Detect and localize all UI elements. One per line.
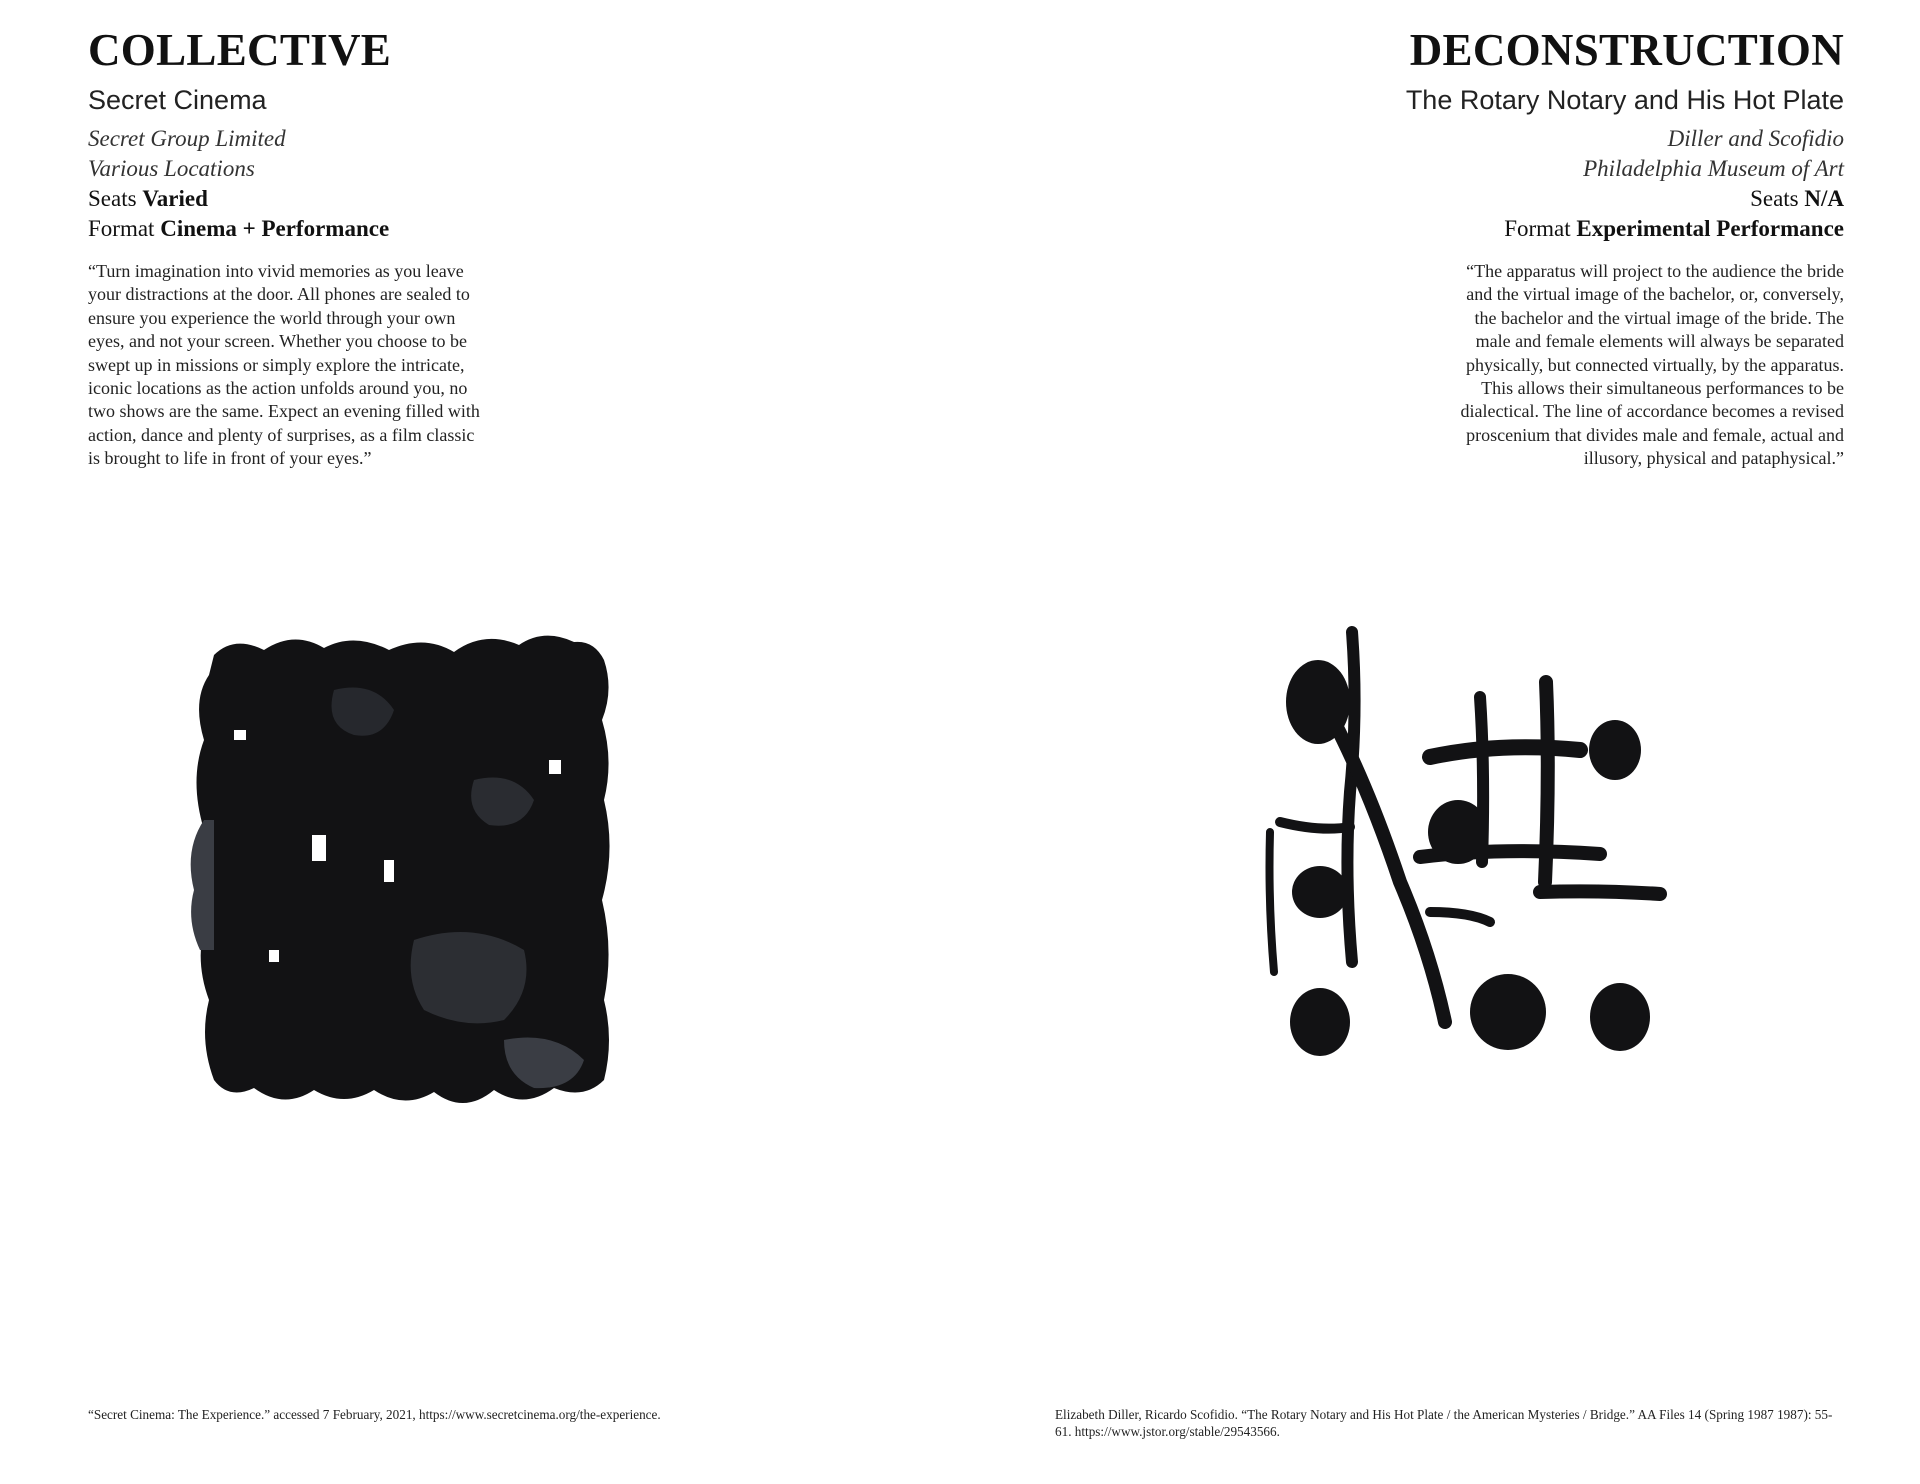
right-quote: “The apparatus will project to the audience the bride and the virtual image of the bachelor, or, conversely, the bachelor and the virtual image of the bride. The male and female elements will always be separated physically, but connected virtually, by the apparatus. This allows their simultaneous performances to be dialectical. The line of accordance becomes a revised proscenium that divides male and female, actual and illusory, physical and pataphysical.” (1460, 261, 1844, 469)
left-location: Various Locations (88, 156, 255, 181)
right-organization: Diller and Scofidio (1667, 126, 1844, 151)
left-footnote: “Secret Cinema: The Experience.” accessed 7 February, 2021, https://www.secretcinema.org/the-experience. (88, 1407, 661, 1422)
right-subtitle: The Rotary Notary and His Hot Plate (1405, 85, 1844, 115)
left-artwork-image (174, 620, 750, 1160)
right-format (1324, 214, 1844, 244)
right-heading: DECONSTRUCTION (1409, 25, 1844, 75)
left-format-label: Format (88, 216, 155, 241)
left-seats (88, 184, 608, 214)
right-format-value: Experimental Performance (1576, 216, 1844, 241)
left-quote: “Turn imagination into vivid memories as you leave your distractions at the door. All phones are sealed to ensure you experience the world through your own eyes, and not your screen. Whether you choose to be swept up in missions or simply explore the intricate, iconic locations as the action unfolds around you, no two shows are the same. Expect an evening filled with action, dance and plenty of surprises, as a film classic is brought to life in front of your eyes.” (88, 261, 480, 469)
right-column (1324, 22, 1844, 471)
right-footnote: Elizabeth Diller, Ricardo Scofidio. “The Rotary Notary and His Hot Plate / the American Mysteries / Bridge.” AA Files 14 (Spring 1987 1987): 55-61. https://www.jstor.org/stable/29543566. (1055, 1407, 1833, 1439)
right-artwork-image (1240, 622, 1780, 1102)
left-format (88, 214, 608, 244)
right-location: Philadelphia Museum of Art (1583, 156, 1844, 181)
right-seats (1324, 184, 1844, 214)
left-organization: Secret Group Limited (88, 126, 286, 151)
left-format-value: Cinema + Performance (160, 216, 390, 241)
brush-stroke-artwork (1240, 622, 1780, 1102)
black-paint-square-artwork (174, 620, 750, 1160)
right-seats-label: Seats (1750, 186, 1799, 211)
right-seats-value: N/A (1804, 186, 1844, 211)
left-seats-label: Seats (88, 186, 137, 211)
left-subtitle: Secret Cinema (88, 85, 267, 115)
right-format-label: Format (1504, 216, 1571, 241)
left-heading: COLLECTIVE (88, 25, 392, 75)
left-seats-value: Varied (142, 186, 208, 211)
left-column (88, 22, 608, 471)
